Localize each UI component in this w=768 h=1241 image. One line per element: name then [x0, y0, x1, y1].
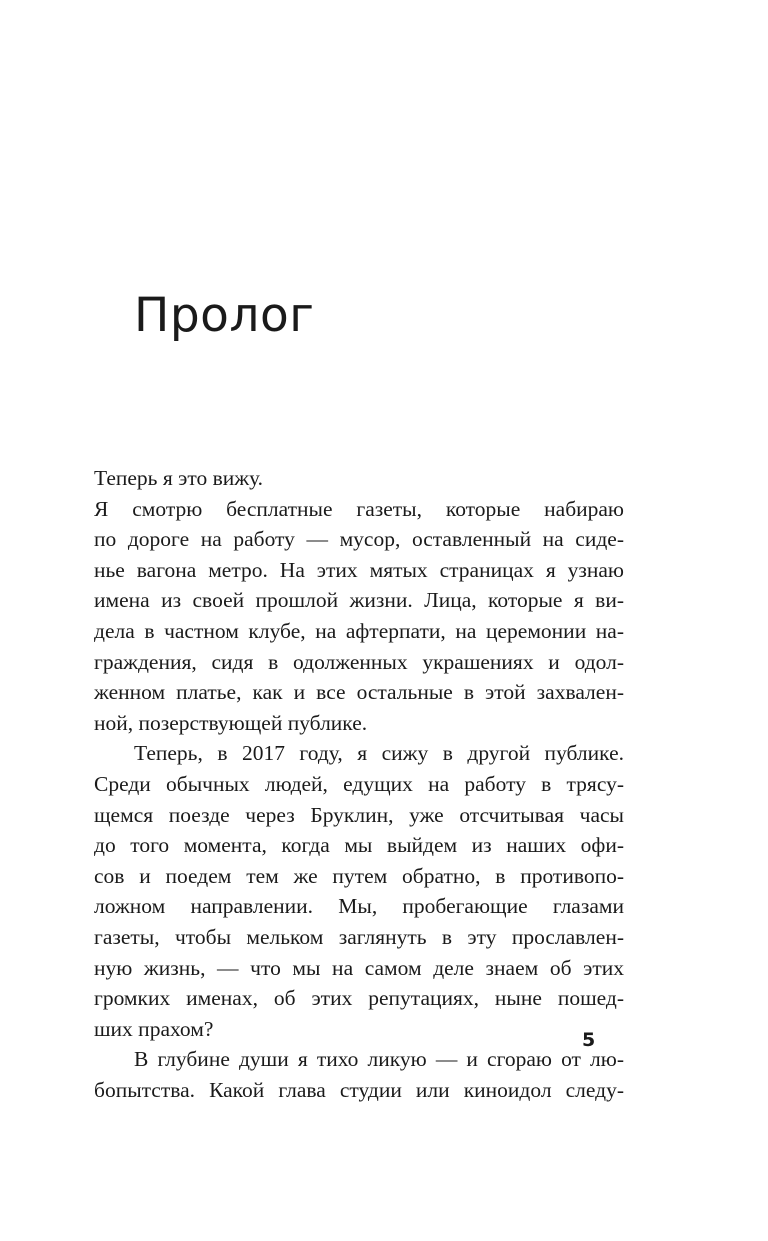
text-line: нье вагона метро. На этих мятых страницах я узнаю	[94, 557, 624, 582]
body-text	[94, 463, 624, 1105]
text-line: до того момента, когда мы выйдем из наших офи-	[94, 833, 624, 858]
text-line: Я смотрю бесплатные газеты, которые набираю	[94, 496, 624, 521]
text-line: Теперь я это вижу.	[94, 466, 264, 490]
text-line: ную жизнь, — что мы на самом деле знаем об этих	[94, 955, 624, 980]
chapter-title: Пролог	[134, 288, 315, 343]
text-line: сов и поедем тем же путем обратно, в противопо-	[94, 863, 624, 888]
text-line: щемся поезде через Бруклин, уже отсчитывая часы	[94, 802, 624, 827]
page-number: 5	[582, 1029, 596, 1051]
text-line: дела в частном клубе, на афтерпати, на церемонии на-	[94, 618, 624, 643]
text-line: Среди обычных людей, едущих на работу в трясу-	[94, 771, 624, 796]
text-line: по дороге на работу — мусор, оставленный на сиде-	[94, 527, 624, 552]
text-line: имена из своей прошлой жизни. Лица, которые я ви-	[94, 588, 624, 613]
text-line: Теперь, в 2017 году, я сижу в другой публике.	[134, 741, 624, 766]
text-line: ложном направлении. Мы, пробегающие глазами	[94, 894, 624, 919]
text-line: граждения, сидя в одолженных украшениях и одол-	[94, 649, 624, 674]
text-line: женном платье, как и все остальные в этой захвален-	[94, 680, 624, 705]
text-line: ной, позерствующей публике.	[94, 710, 368, 735]
text-line: громких именах, об этих репутациях, ныне пошед-	[94, 986, 624, 1011]
text-line: газеты, чтобы мельком заглянуть в эту прославлен-	[94, 924, 624, 949]
text-line: ших прахом?	[94, 1016, 214, 1041]
text-line: бопытства. Какой глава студии или киноидол следу-	[94, 1077, 624, 1102]
text-line: В глубине души я тихо ликую — и сгораю от лю-	[134, 1047, 624, 1072]
